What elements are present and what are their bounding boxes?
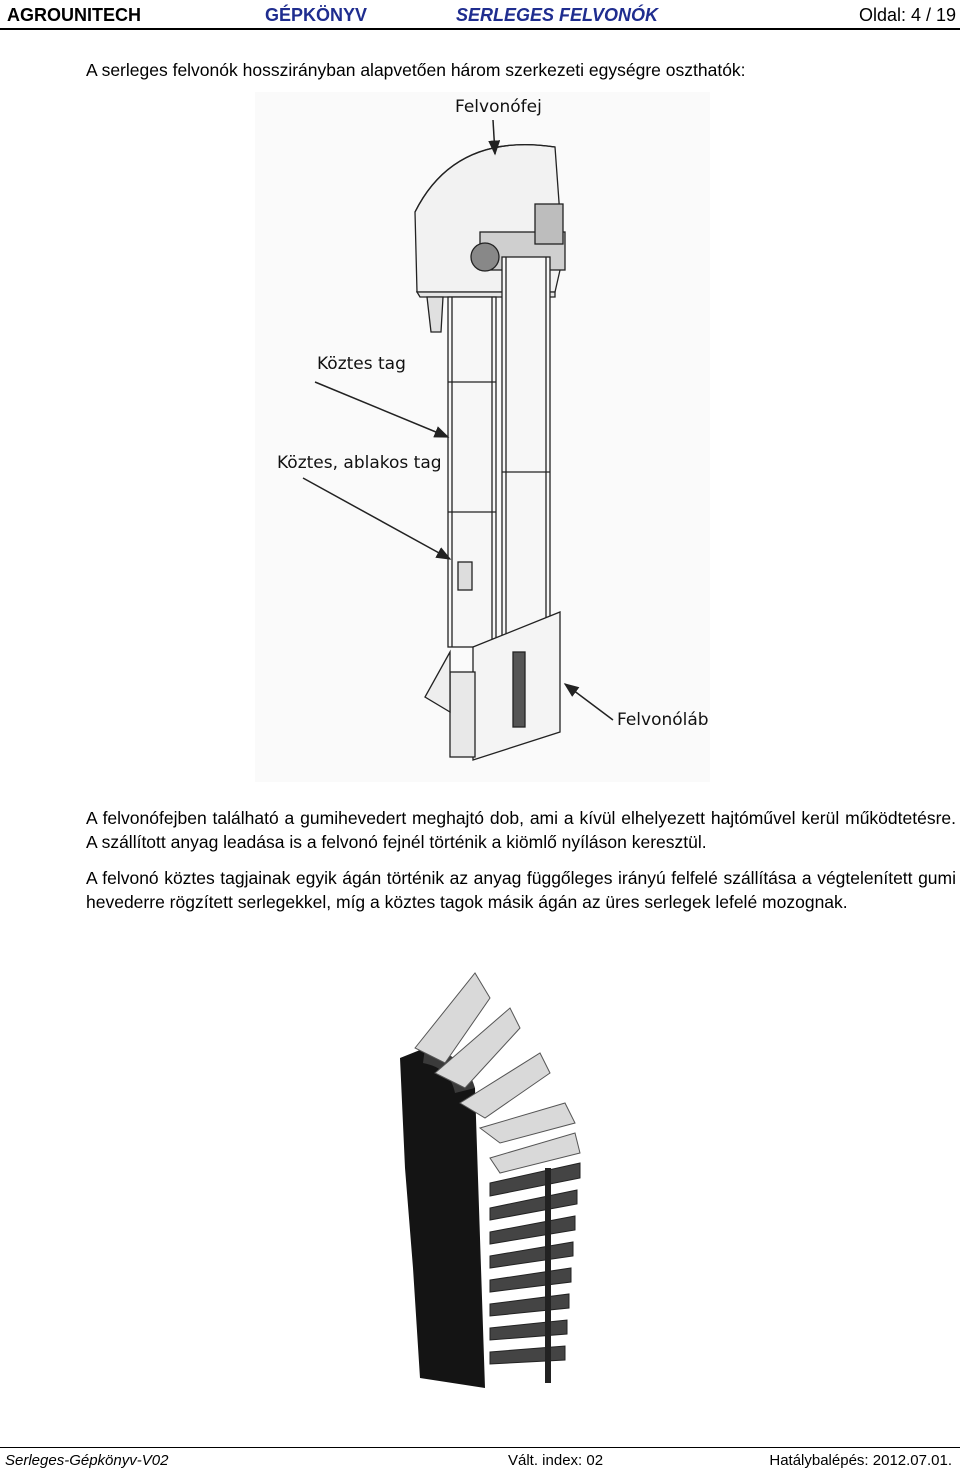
page-footer [0, 1447, 960, 1470]
label-foot: Felvonóláb [617, 710, 709, 730]
page-header [0, 0, 960, 30]
document-id: Serleges-Gépkönyv-V02 [5, 1452, 169, 1469]
page-number: Oldal: 4 / 19 [858, 5, 956, 25]
label-middle: Köztes tag [317, 354, 406, 374]
section-title: SERLEGES FELVONÓK [456, 5, 659, 25]
label-window: Köztes, ablakos tag [277, 453, 442, 473]
document-title: GÉPKÖNYV [265, 5, 368, 25]
elevator-drawing [255, 92, 710, 782]
label-head: Felvonófej [455, 97, 542, 117]
bucket-photo [395, 968, 595, 1393]
revision-index: Vált. index: 02 [508, 1452, 604, 1469]
company-name: AGROUNITECH [7, 5, 141, 25]
paragraph-middle: A felvonó köztes tagjainak egyik ágán történik az anyag függőleges irányú felfelé szállítása a végtelenített gumi hevederre rögzített serlegekkel, míg a köztes tagok másik ágán az üres serlegek lefelé mozognak. [86, 868, 956, 912]
paragraph-head: A felvonófejben található a gumihevedert meghajtó dob, ami a kívül elhelyezett hajtóművel kerül működtetésre. A szállított anyag leadása is a felvonó fejnél történik a kiömlő nyíláson keresztül. [86, 808, 956, 852]
intro-text: A serleges felvonók hosszirányban alapvetően három szerkezeti egységre oszthatók: [86, 60, 746, 80]
effective-date: Hatálybalépés: 2012.07.01. [769, 1452, 952, 1469]
